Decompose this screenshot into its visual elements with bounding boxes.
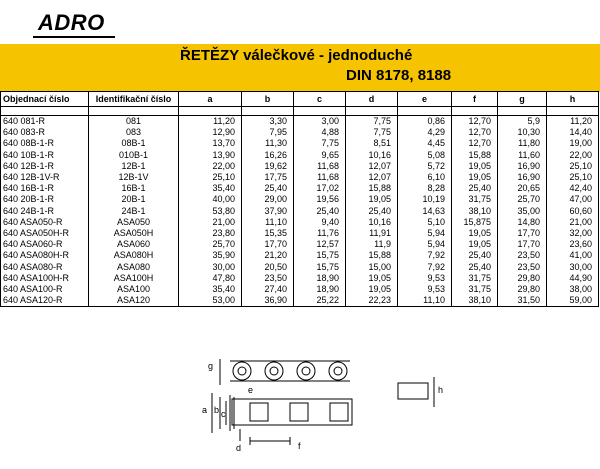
- table-cell: 10,16: [346, 150, 398, 161]
- table-cell: 36,90: [242, 295, 294, 307]
- table-cell: 38,10: [452, 295, 498, 307]
- table-row: [1, 261, 599, 272]
- table-cell: 12,70: [452, 138, 498, 149]
- table-cell: 40,00: [179, 194, 242, 205]
- table-cell: ASA050H: [89, 228, 179, 239]
- table-cell: 15,88: [452, 150, 498, 161]
- spacer-cell: [242, 107, 294, 116]
- table-cell: 12,57: [294, 239, 346, 250]
- table-cell: 25,40: [242, 183, 294, 194]
- table-cell: 17,02: [294, 183, 346, 194]
- table-cell: 38,10: [452, 206, 498, 217]
- table-cell: 25,40: [452, 183, 498, 194]
- table-row: [1, 161, 599, 172]
- table-cell: 25,40: [294, 206, 346, 217]
- table-cell: 640 10B-1-R: [1, 150, 89, 161]
- table-cell: 083: [89, 127, 179, 138]
- table-cell: 41,00: [547, 250, 599, 261]
- table-cell: 42,40: [547, 183, 599, 194]
- table-row: [1, 273, 599, 284]
- table-cell: 16,26: [242, 150, 294, 161]
- chain-top-roller: [233, 362, 251, 380]
- spacer-cell: [346, 107, 398, 116]
- table-cell: 640 24B-1-R: [1, 206, 89, 217]
- table-cell: 640 ASA100-R: [1, 284, 89, 295]
- table-cell: 19,05: [452, 161, 498, 172]
- table-cell: 640 ASA080H-R: [1, 250, 89, 261]
- col-header-b: b: [242, 92, 294, 107]
- table-cell: 12,70: [452, 127, 498, 138]
- table-cell: 23,50: [498, 261, 547, 272]
- table-cell: 35,00: [498, 206, 547, 217]
- table-cell: 3,30: [242, 116, 294, 128]
- table-cell: 18,90: [294, 284, 346, 295]
- table-cell: 23,60: [547, 239, 599, 250]
- col-header-c: c: [294, 92, 346, 107]
- col-header-f: f: [452, 92, 498, 107]
- table-cell: 17,70: [498, 239, 547, 250]
- table-cell: 53,00: [179, 295, 242, 307]
- table-cell: 22,00: [179, 161, 242, 172]
- table-cell: 31,75: [452, 194, 498, 205]
- spacer-cell: [1, 107, 89, 116]
- table-cell: 60,60: [547, 206, 599, 217]
- table-cell: 7,95: [242, 127, 294, 138]
- col-header-id-number: Identifikační číslo: [89, 92, 179, 107]
- table-cell: 19,56: [294, 194, 346, 205]
- table-cell: 23,80: [179, 228, 242, 239]
- table-cell: 20,50: [242, 261, 294, 272]
- table-cell: 640 ASA120-R: [1, 295, 89, 307]
- table-cell: 25,10: [179, 172, 242, 183]
- table-cell: 24B-1: [89, 206, 179, 217]
- table-cell: 5,94: [398, 239, 452, 250]
- table-cell: 11,9: [346, 239, 398, 250]
- chain-top-pin: [302, 367, 310, 375]
- table-cell: 12B-1V: [89, 172, 179, 183]
- table-cell: 9,53: [398, 284, 452, 295]
- table-cell: 25,40: [346, 206, 398, 217]
- spacer-cell: [498, 107, 547, 116]
- table-cell: 35,40: [179, 183, 242, 194]
- table-cell: 11,76: [294, 228, 346, 239]
- table-cell: 7,75: [346, 116, 398, 128]
- table-cell: 14,63: [398, 206, 452, 217]
- spacer-cell: [398, 107, 452, 116]
- table-row: [1, 172, 599, 183]
- table-cell: 10,30: [498, 127, 547, 138]
- table-cell: 5,08: [398, 150, 452, 161]
- drawing-label-h: h: [438, 385, 444, 395]
- table-cell: 21,20: [242, 250, 294, 261]
- table-cell: 15,88: [346, 183, 398, 194]
- table-cell: 11,10: [242, 217, 294, 228]
- drawing-label-e: e: [248, 385, 254, 395]
- page-subtitle: DIN 8178, 8188: [346, 67, 452, 84]
- table-cell: 17,70: [242, 239, 294, 250]
- table-cell: 640 16B-1-R: [1, 183, 89, 194]
- table-cell: 31,75: [452, 273, 498, 284]
- table-cell: 15,88: [346, 250, 398, 261]
- table-cell: 23,50: [242, 273, 294, 284]
- table-cell: 640 ASA080-R: [1, 261, 89, 272]
- table-cell: 20,65: [498, 183, 547, 194]
- table-row: [1, 239, 599, 250]
- table-cell: 7,92: [398, 261, 452, 272]
- table-cell: 081: [89, 116, 179, 128]
- chain-side-bush: [250, 403, 268, 421]
- table-cell: 17,75: [242, 172, 294, 183]
- table-cell: 13,70: [179, 138, 242, 149]
- table-row: [1, 250, 599, 261]
- table-body: [1, 107, 599, 307]
- table-cell: 12,90: [179, 127, 242, 138]
- table-cell: 8,51: [346, 138, 398, 149]
- table-cell: 4,88: [294, 127, 346, 138]
- table-cell: 9,65: [294, 150, 346, 161]
- table-cell: 640 ASA050-R: [1, 217, 89, 228]
- table-cell: 7,92: [398, 250, 452, 261]
- drawing-label-a: a: [202, 405, 208, 415]
- table-cell: 21,00: [179, 217, 242, 228]
- table-cell: ASA100: [89, 284, 179, 295]
- table-cell: 10,16: [346, 217, 398, 228]
- table-cell: 12B-1: [89, 161, 179, 172]
- table-cell: 19,62: [242, 161, 294, 172]
- table-cell: 640 12B-1V-R: [1, 172, 89, 183]
- table-row: [1, 295, 599, 307]
- table-cell: 35,40: [179, 284, 242, 295]
- table-cell: 19,05: [452, 239, 498, 250]
- table-cell: 11,68: [294, 172, 346, 183]
- col-header-g: g: [498, 92, 547, 107]
- table-row: [1, 138, 599, 149]
- drawing-label-f: f: [298, 441, 301, 451]
- chain-top-roller: [265, 362, 283, 380]
- dim-line-f: [250, 437, 290, 445]
- drawing-label-c: c: [221, 409, 226, 419]
- table-cell: 25,70: [498, 194, 547, 205]
- table-cell: 640 ASA100H-R: [1, 273, 89, 284]
- spacer-cell: [179, 107, 242, 116]
- table-cell: 29,80: [498, 273, 547, 284]
- table-row: [1, 150, 599, 161]
- table-cell: 25,40: [452, 261, 498, 272]
- table-cell: 5,72: [398, 161, 452, 172]
- drawing-label-b: b: [214, 405, 220, 415]
- table-cell: 11,20: [179, 116, 242, 128]
- table-cell: 29,80: [498, 284, 547, 295]
- table-cell: 25,22: [294, 295, 346, 307]
- table-cell: 8,28: [398, 183, 452, 194]
- table-cell: 15,35: [242, 228, 294, 239]
- table-cell: 640 ASA060-R: [1, 239, 89, 250]
- table-cell: 08B-1: [89, 138, 179, 149]
- table-cell: 44,90: [547, 273, 599, 284]
- table-cell: 31,50: [498, 295, 547, 307]
- table-cell: 11,80: [498, 138, 547, 149]
- table-cell: 23,50: [498, 250, 547, 261]
- col-header-a: a: [179, 92, 242, 107]
- table-cell: 18,90: [294, 273, 346, 284]
- table-cell: 29,00: [242, 194, 294, 205]
- table-cell: 37,90: [242, 206, 294, 217]
- table-cell: 11,68: [294, 161, 346, 172]
- spacer-cell: [452, 107, 498, 116]
- chain-top-pin: [270, 367, 278, 375]
- table-row: [1, 284, 599, 295]
- table-cell: 47,80: [179, 273, 242, 284]
- table-cell: ASA050: [89, 217, 179, 228]
- table-cell: 16,90: [498, 172, 547, 183]
- col-header-e: e: [398, 92, 452, 107]
- table-cell: 640 ASA050H-R: [1, 228, 89, 239]
- table-cell: 59,00: [547, 295, 599, 307]
- table-cell: ASA060: [89, 239, 179, 250]
- table-cell: 25,40: [452, 250, 498, 261]
- table-cell: 22,23: [346, 295, 398, 307]
- table-cell: 12,07: [346, 172, 398, 183]
- table-cell: 25,70: [179, 239, 242, 250]
- company-logo: ADRO: [38, 10, 105, 35]
- table-cell: 4,45: [398, 138, 452, 149]
- plate-detail: [398, 383, 428, 399]
- table-row: [1, 183, 599, 194]
- chain-top-pin: [334, 367, 342, 375]
- table-cell: 3,00: [294, 116, 346, 128]
- table-cell: 11,10: [398, 295, 452, 307]
- logo-underline: [33, 36, 115, 38]
- table-cell: 11,30: [242, 138, 294, 149]
- table-cell: 7,75: [294, 138, 346, 149]
- table-cell: 19,05: [346, 284, 398, 295]
- chain-dimension-drawing: [190, 347, 450, 457]
- table-cell: 640 20B-1-R: [1, 194, 89, 205]
- spacer-cell: [89, 107, 179, 116]
- table-row: [1, 228, 599, 239]
- table-cell: 25,10: [547, 161, 599, 172]
- table-cell: 7,75: [346, 127, 398, 138]
- table-cell: 30,00: [179, 261, 242, 272]
- table-cell: 12,07: [346, 161, 398, 172]
- table-cell: 6,10: [398, 172, 452, 183]
- table-cell: 15,75: [294, 261, 346, 272]
- col-header-order-number: Objednací číslo: [1, 92, 89, 107]
- table-cell: 640 12B-1-R: [1, 161, 89, 172]
- table-cell: 11,20: [547, 116, 599, 128]
- table-cell: 53,80: [179, 206, 242, 217]
- table-cell: 19,05: [452, 228, 498, 239]
- table-cell: 14,80: [498, 217, 547, 228]
- chain-top-roller: [329, 362, 347, 380]
- table-cell: 15,00: [346, 261, 398, 272]
- table-cell: 30,00: [547, 261, 599, 272]
- table-cell: 32,00: [547, 228, 599, 239]
- table-header-row: [1, 92, 599, 107]
- table-cell: 9,40: [294, 217, 346, 228]
- table-cell: 640 08B-1-R: [1, 138, 89, 149]
- col-header-h: h: [547, 92, 599, 107]
- table-cell: 5,10: [398, 217, 452, 228]
- col-header-d: d: [346, 92, 398, 107]
- table-cell: 21,00: [547, 217, 599, 228]
- page-title: ŘETĚZY válečkové - jednoduché: [180, 47, 413, 64]
- spacer-cell: [294, 107, 346, 116]
- table-cell: 12,70: [452, 116, 498, 128]
- table-cell: 5,94: [398, 228, 452, 239]
- table-spacer-row: [1, 107, 599, 116]
- chain-side-bush: [290, 403, 308, 421]
- table-cell: 47,00: [547, 194, 599, 205]
- table-cell: 19,05: [346, 194, 398, 205]
- table-cell: 38,00: [547, 284, 599, 295]
- table-cell: 640 083-R: [1, 127, 89, 138]
- table-cell: 19,00: [547, 138, 599, 149]
- table-cell: 13,90: [179, 150, 242, 161]
- drawing-label-g: g: [208, 361, 214, 371]
- chain-top-pin: [238, 367, 246, 375]
- spacer-cell: [547, 107, 599, 116]
- chain-side-bush: [330, 403, 348, 421]
- table-cell: ASA080H: [89, 250, 179, 261]
- table-cell: 27,40: [242, 284, 294, 295]
- table-cell: 20B-1: [89, 194, 179, 205]
- table-cell: 0,86: [398, 116, 452, 128]
- table-cell: 31,75: [452, 284, 498, 295]
- table-row: [1, 217, 599, 228]
- table-cell: ASA080: [89, 261, 179, 272]
- table-cell: 11,60: [498, 150, 547, 161]
- table-cell: 15,875: [452, 217, 498, 228]
- chain-spec-table: [0, 91, 599, 307]
- table-cell: 640 081-R: [1, 116, 89, 128]
- table-cell: ASA120: [89, 295, 179, 307]
- table-cell: 4,29: [398, 127, 452, 138]
- title-banner: [0, 44, 600, 92]
- drawing-label-d: d: [236, 443, 242, 453]
- table-cell: 9,53: [398, 273, 452, 284]
- table-cell: 16B-1: [89, 183, 179, 194]
- table-cell: 16,90: [498, 161, 547, 172]
- table-cell: 19,05: [346, 273, 398, 284]
- table-row: [1, 116, 599, 128]
- table-cell: 10,19: [398, 194, 452, 205]
- table-cell: 17,70: [498, 228, 547, 239]
- table-cell: 010B-1: [89, 150, 179, 161]
- table-cell: 14,40: [547, 127, 599, 138]
- table-row: [1, 127, 599, 138]
- table-cell: 25,10: [547, 172, 599, 183]
- table-cell: 35,90: [179, 250, 242, 261]
- table-cell: 11,91: [346, 228, 398, 239]
- chain-top-roller: [297, 362, 315, 380]
- table-row: [1, 206, 599, 217]
- table-cell: 15,75: [294, 250, 346, 261]
- table-row: [1, 194, 599, 205]
- table-cell: 19,05: [452, 172, 498, 183]
- table-cell: 22,00: [547, 150, 599, 161]
- table-cell: 5,9: [498, 116, 547, 128]
- table-cell: ASA100H: [89, 273, 179, 284]
